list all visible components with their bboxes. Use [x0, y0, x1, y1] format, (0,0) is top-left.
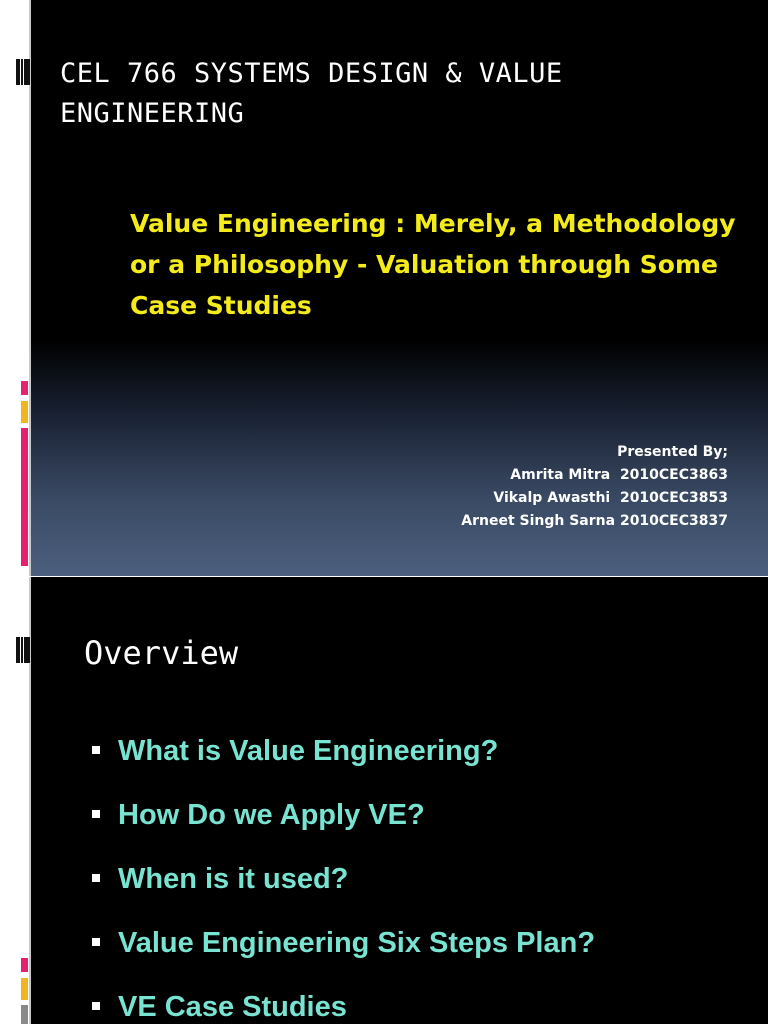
presenters-block	[461, 441, 728, 533]
accent-bar-gold	[21, 978, 28, 1000]
square-bullet-icon	[92, 938, 100, 946]
square-bullet-icon	[92, 874, 100, 882]
accent-bar-pink	[21, 381, 28, 395]
presenters-heading: Presented By;	[617, 444, 728, 460]
bullet-list	[92, 729, 595, 1024]
list-item	[92, 793, 595, 857]
presenter-name: Arneet Singh Sarna 2010CEC3837	[461, 513, 728, 529]
bullet-text: Value Engineering Six Steps Plan?	[118, 927, 596, 959]
accent-bar-pink	[21, 958, 28, 972]
presenter-name: Vikalp Awasthi 2010CEC3853	[493, 490, 728, 506]
bullet-text: How Do we Apply VE?	[118, 799, 425, 831]
accent-bar-gray	[21, 1005, 28, 1024]
accent-bar-pink	[21, 428, 28, 566]
slide-bars-decoration	[16, 59, 32, 85]
bullet-text: What is Value Engineering?	[118, 735, 499, 767]
square-bullet-icon	[92, 810, 100, 818]
slide-title: CEL 766 SYSTEMS DESIGN & VALUE ENGINEERING	[60, 58, 563, 129]
slide-subtitle: Value Engineering : Merely, a Methodology or a Philosophy - Valuation through Some Case Studies	[130, 209, 736, 320]
list-item	[92, 857, 595, 921]
list-item	[92, 921, 595, 985]
slide-title: Overview	[84, 634, 239, 672]
presenter-name: Amrita Mitra 2010CEC3863	[510, 467, 728, 483]
bullet-text: When is it used?	[118, 863, 349, 895]
overview-slide	[0, 577, 768, 1024]
list-item	[92, 985, 595, 1024]
square-bullet-icon	[92, 1002, 100, 1010]
list-item	[92, 729, 595, 793]
accent-bar-gold	[21, 401, 28, 423]
square-bullet-icon	[92, 746, 100, 754]
slide-bars-decoration	[16, 637, 32, 663]
bullet-text: VE Case Studies	[118, 991, 347, 1023]
